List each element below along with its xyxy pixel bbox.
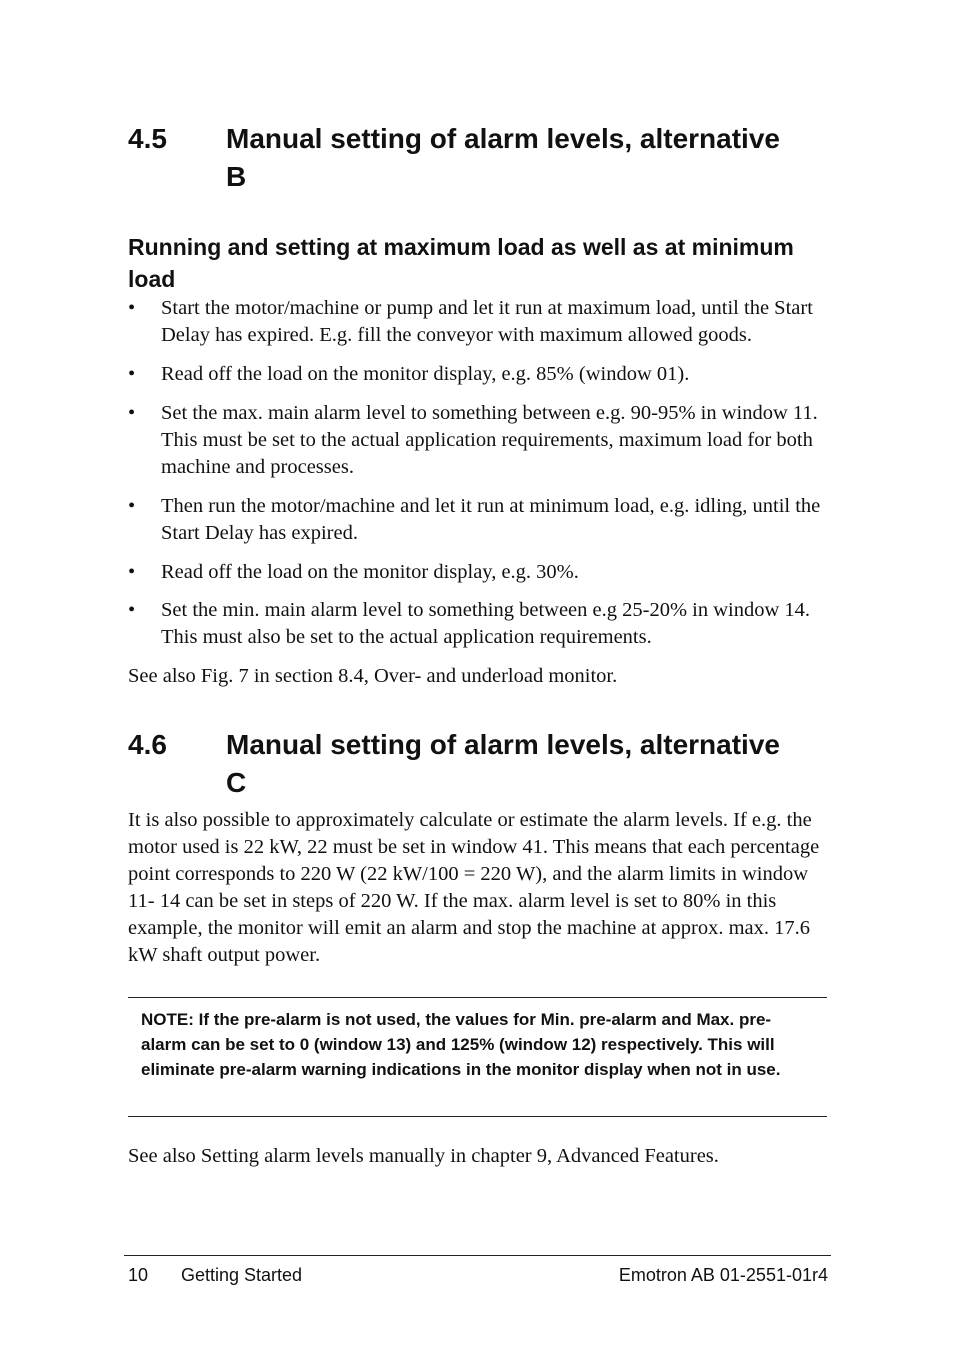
note-label: NOTE:: [141, 1010, 194, 1029]
section-number: 4.6: [128, 729, 167, 760]
body-paragraph: It is also possible to approximately calculate or estimate the alarm levels. If e.g. the motor used is 22 kW, 22 must be set in window 41. This means that each percentage point corresponds to 220 W (22 kW/100 = 220 W), and the alarm limits in window 11- 14 can be set in steps of 220 W. If the max. alarm level is set to 80% in this example, the monitor will emit an alarm and stop the machine at approx. max. 17.6 kW shaft output power.: [128, 809, 820, 966]
document-id: Emotron AB 01-2551-01r4: [618, 1265, 828, 1285]
bullet-icon: •: [128, 297, 136, 319]
bullet-icon: •: [128, 402, 136, 424]
section-number: 4.5: [128, 123, 167, 154]
note-text-block: [141, 1007, 811, 1082]
note-box: [128, 997, 827, 1117]
subheading: Running and setting at maximum load as well as at minimum load: [128, 234, 794, 292]
chapter-title: Getting Started: [181, 1265, 303, 1285]
note-text: If the pre-alarm is not used, the values for Min. pre-alarm and Max. pre-alarm can be set to 0 (window 13) and 125% (window 12) respectively. This will eliminate pre-alarm warning indications in the monitor display when not in use.: [141, 1010, 781, 1079]
bullet-icon: •: [128, 561, 136, 583]
section-title: Manual setting of alarm levels, alternative C: [226, 729, 780, 798]
footer-rule: [124, 1255, 831, 1256]
see-also-paragraph: See also Setting alarm levels manually in chapter 9, Advanced Features.: [128, 1145, 719, 1167]
bullet-icon: •: [128, 495, 136, 517]
bullet-icon: •: [128, 363, 136, 385]
page-number: 10: [128, 1265, 149, 1285]
section-title: Manual setting of alarm levels, alternative B: [226, 123, 780, 192]
bullet-icon: •: [128, 599, 136, 621]
see-also-paragraph: See also Fig. 7 in section 8.4, Over- and underload monitor.: [128, 665, 618, 687]
